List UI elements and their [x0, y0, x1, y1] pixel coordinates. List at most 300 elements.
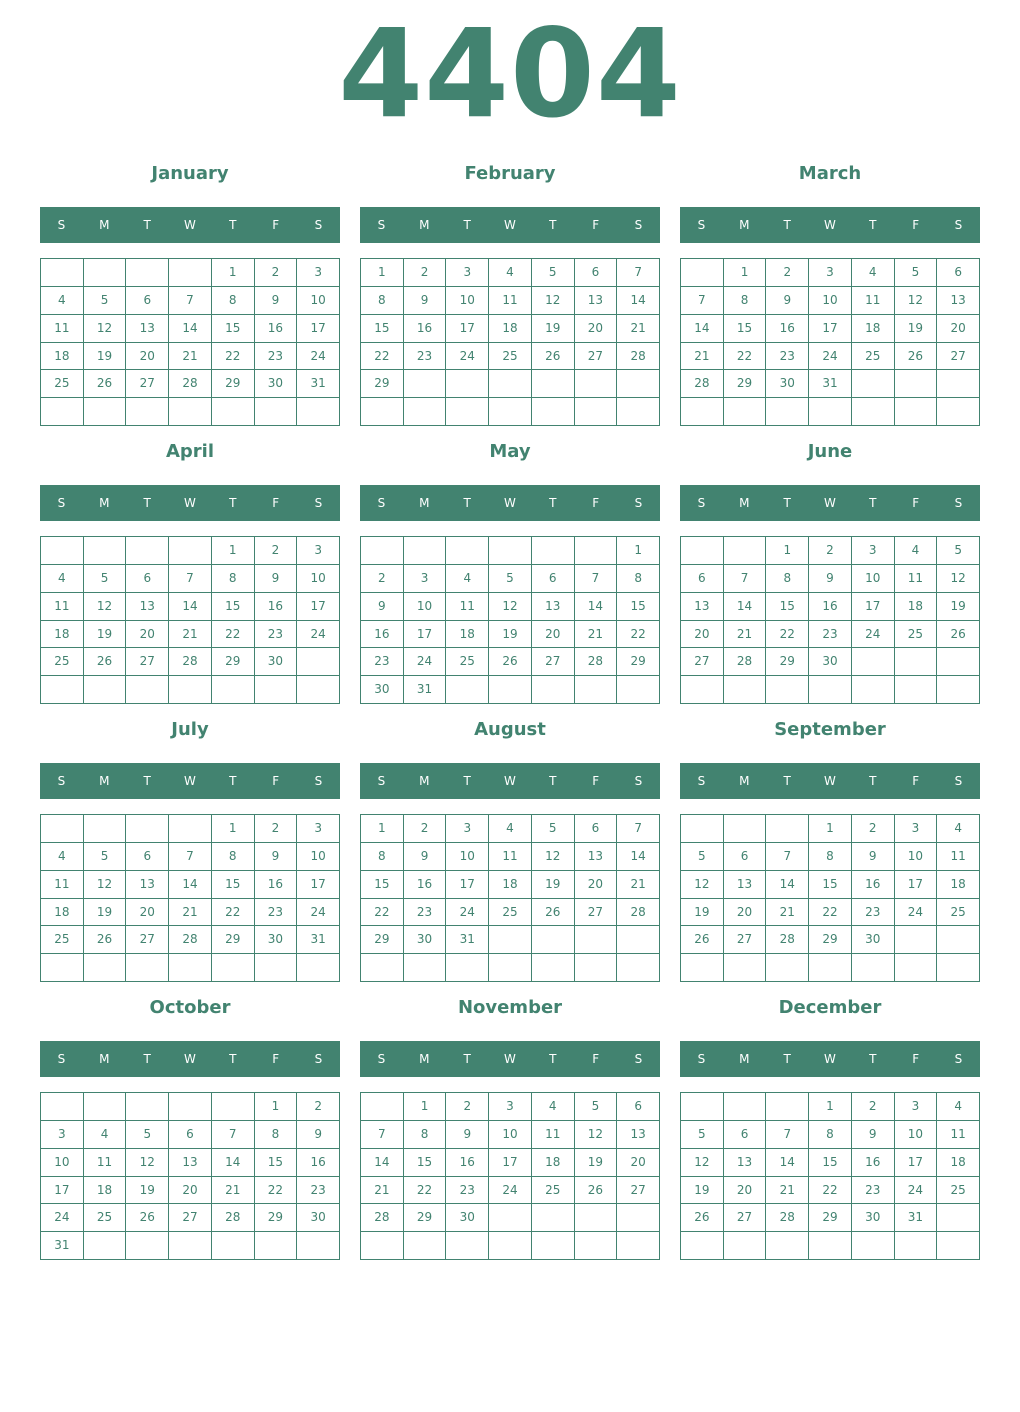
day-cell[interactable]: 3 [895, 815, 938, 843]
day-cell[interactable]: 17 [852, 593, 895, 621]
day-cell[interactable]: 12 [84, 593, 127, 621]
day-cell[interactable]: 28 [766, 1204, 809, 1232]
day-cell[interactable]: 17 [41, 1177, 84, 1205]
day-cell[interactable]: 1 [617, 537, 660, 565]
day-cell[interactable]: 18 [852, 315, 895, 343]
day-cell[interactable]: 16 [255, 593, 298, 621]
day-cell[interactable]: 29 [617, 648, 660, 676]
day-cell[interactable]: 25 [84, 1204, 127, 1232]
day-cell[interactable]: 14 [617, 843, 660, 871]
day-cell[interactable]: 19 [84, 899, 127, 927]
day-cell[interactable]: 24 [446, 899, 489, 927]
day-cell[interactable]: 3 [41, 1121, 84, 1149]
day-cell[interactable]: 31 [297, 370, 340, 398]
day-cell[interactable]: 27 [681, 648, 724, 676]
day-cell[interactable]: 20 [724, 1177, 767, 1205]
day-cell[interactable]: 10 [297, 287, 340, 315]
day-cell[interactable]: 15 [361, 315, 404, 343]
day-cell[interactable]: 16 [297, 1149, 340, 1177]
day-cell[interactable]: 13 [126, 315, 169, 343]
day-cell[interactable]: 24 [41, 1204, 84, 1232]
day-cell[interactable]: 10 [895, 1121, 938, 1149]
day-cell[interactable]: 1 [255, 1093, 298, 1121]
day-cell[interactable]: 2 [361, 565, 404, 593]
day-cell[interactable]: 10 [895, 843, 938, 871]
day-cell[interactable]: 14 [681, 315, 724, 343]
day-cell[interactable]: 16 [852, 871, 895, 899]
day-cell[interactable]: 14 [169, 871, 212, 899]
day-cell[interactable]: 29 [212, 370, 255, 398]
day-cell[interactable]: 23 [809, 621, 852, 649]
day-cell[interactable]: 4 [84, 1121, 127, 1149]
day-cell[interactable]: 21 [724, 621, 767, 649]
day-cell[interactable]: 7 [212, 1121, 255, 1149]
day-cell[interactable]: 31 [895, 1204, 938, 1232]
day-cell[interactable]: 13 [724, 871, 767, 899]
day-cell[interactable]: 10 [852, 565, 895, 593]
day-cell[interactable]: 11 [446, 593, 489, 621]
day-cell[interactable]: 25 [895, 621, 938, 649]
day-cell[interactable]: 30 [361, 676, 404, 704]
day-cell[interactable]: 5 [532, 259, 575, 287]
day-cell[interactable]: 5 [84, 287, 127, 315]
day-cell[interactable]: 25 [41, 370, 84, 398]
day-cell[interactable]: 26 [84, 648, 127, 676]
day-cell[interactable]: 22 [361, 343, 404, 371]
day-cell[interactable]: 12 [126, 1149, 169, 1177]
day-cell[interactable]: 19 [575, 1149, 618, 1177]
day-cell[interactable]: 5 [532, 815, 575, 843]
day-cell[interactable]: 8 [255, 1121, 298, 1149]
day-cell[interactable]: 6 [617, 1093, 660, 1121]
day-cell[interactable]: 30 [766, 370, 809, 398]
day-cell[interactable]: 8 [809, 843, 852, 871]
day-cell[interactable]: 13 [575, 843, 618, 871]
day-cell[interactable]: 26 [937, 621, 980, 649]
day-cell[interactable]: 4 [852, 259, 895, 287]
day-cell[interactable]: 4 [937, 815, 980, 843]
day-cell[interactable]: 14 [766, 1149, 809, 1177]
day-cell[interactable]: 7 [169, 565, 212, 593]
day-cell[interactable]: 23 [446, 1177, 489, 1205]
day-cell[interactable]: 2 [255, 259, 298, 287]
day-cell[interactable]: 1 [212, 815, 255, 843]
day-cell[interactable]: 23 [852, 1177, 895, 1205]
day-cell[interactable]: 18 [895, 593, 938, 621]
day-cell[interactable]: 23 [404, 343, 447, 371]
day-cell[interactable]: 16 [255, 315, 298, 343]
day-cell[interactable]: 30 [255, 648, 298, 676]
day-cell[interactable]: 13 [169, 1149, 212, 1177]
day-cell[interactable]: 19 [681, 1177, 724, 1205]
day-cell[interactable]: 25 [937, 1177, 980, 1205]
day-cell[interactable]: 12 [84, 871, 127, 899]
day-cell[interactable]: 5 [681, 1121, 724, 1149]
day-cell[interactable]: 2 [766, 259, 809, 287]
day-cell[interactable]: 22 [404, 1177, 447, 1205]
day-cell[interactable]: 18 [489, 871, 532, 899]
day-cell[interactable]: 25 [41, 648, 84, 676]
day-cell[interactable]: 10 [41, 1149, 84, 1177]
day-cell[interactable]: 6 [724, 1121, 767, 1149]
day-cell[interactable]: 19 [489, 621, 532, 649]
day-cell[interactable]: 15 [361, 871, 404, 899]
day-cell[interactable]: 11 [937, 843, 980, 871]
day-cell[interactable]: 23 [404, 899, 447, 927]
day-cell[interactable]: 6 [575, 815, 618, 843]
day-cell[interactable]: 12 [681, 1149, 724, 1177]
day-cell[interactable]: 21 [212, 1177, 255, 1205]
day-cell[interactable]: 20 [126, 899, 169, 927]
day-cell[interactable]: 29 [809, 926, 852, 954]
day-cell[interactable]: 15 [724, 315, 767, 343]
day-cell[interactable]: 20 [724, 899, 767, 927]
day-cell[interactable]: 15 [255, 1149, 298, 1177]
day-cell[interactable]: 29 [212, 648, 255, 676]
day-cell[interactable]: 21 [575, 621, 618, 649]
day-cell[interactable]: 29 [212, 926, 255, 954]
day-cell[interactable]: 28 [169, 926, 212, 954]
day-cell[interactable]: 16 [404, 315, 447, 343]
day-cell[interactable]: 13 [681, 593, 724, 621]
day-cell[interactable]: 15 [809, 871, 852, 899]
day-cell[interactable]: 31 [404, 676, 447, 704]
day-cell[interactable]: 28 [681, 370, 724, 398]
day-cell[interactable]: 10 [809, 287, 852, 315]
day-cell[interactable]: 20 [532, 621, 575, 649]
day-cell[interactable]: 19 [126, 1177, 169, 1205]
day-cell[interactable]: 10 [446, 843, 489, 871]
day-cell[interactable]: 3 [297, 537, 340, 565]
day-cell[interactable]: 11 [41, 593, 84, 621]
day-cell[interactable]: 16 [852, 1149, 895, 1177]
day-cell[interactable]: 7 [617, 259, 660, 287]
day-cell[interactable]: 18 [41, 899, 84, 927]
day-cell[interactable]: 15 [212, 315, 255, 343]
day-cell[interactable]: 30 [297, 1204, 340, 1232]
day-cell[interactable]: 18 [41, 621, 84, 649]
day-cell[interactable]: 4 [532, 1093, 575, 1121]
day-cell[interactable]: 10 [297, 565, 340, 593]
day-cell[interactable]: 18 [937, 871, 980, 899]
day-cell[interactable]: 21 [681, 343, 724, 371]
day-cell[interactable]: 12 [84, 315, 127, 343]
day-cell[interactable]: 19 [937, 593, 980, 621]
day-cell[interactable]: 20 [575, 315, 618, 343]
day-cell[interactable]: 29 [361, 370, 404, 398]
day-cell[interactable]: 7 [766, 843, 809, 871]
day-cell[interactable]: 4 [41, 565, 84, 593]
day-cell[interactable]: 18 [41, 343, 84, 371]
day-cell[interactable]: 4 [895, 537, 938, 565]
day-cell[interactable]: 28 [575, 648, 618, 676]
day-cell[interactable]: 5 [575, 1093, 618, 1121]
day-cell[interactable]: 13 [575, 287, 618, 315]
day-cell[interactable]: 26 [532, 343, 575, 371]
day-cell[interactable]: 12 [937, 565, 980, 593]
day-cell[interactable]: 30 [255, 926, 298, 954]
day-cell[interactable]: 29 [361, 926, 404, 954]
day-cell[interactable]: 11 [852, 287, 895, 315]
day-cell[interactable]: 21 [617, 871, 660, 899]
day-cell[interactable]: 9 [255, 843, 298, 871]
day-cell[interactable]: 10 [446, 287, 489, 315]
day-cell[interactable]: 30 [446, 1204, 489, 1232]
day-cell[interactable]: 9 [404, 287, 447, 315]
day-cell[interactable]: 3 [297, 259, 340, 287]
day-cell[interactable]: 11 [41, 315, 84, 343]
day-cell[interactable]: 5 [489, 565, 532, 593]
day-cell[interactable]: 10 [489, 1121, 532, 1149]
day-cell[interactable]: 4 [937, 1093, 980, 1121]
day-cell[interactable]: 29 [724, 370, 767, 398]
day-cell[interactable]: 1 [212, 537, 255, 565]
day-cell[interactable]: 15 [766, 593, 809, 621]
day-cell[interactable]: 17 [809, 315, 852, 343]
day-cell[interactable]: 6 [937, 259, 980, 287]
day-cell[interactable]: 27 [169, 1204, 212, 1232]
day-cell[interactable]: 28 [169, 370, 212, 398]
day-cell[interactable]: 1 [809, 1093, 852, 1121]
day-cell[interactable]: 19 [532, 315, 575, 343]
day-cell[interactable]: 9 [852, 843, 895, 871]
day-cell[interactable]: 22 [724, 343, 767, 371]
day-cell[interactable]: 27 [126, 648, 169, 676]
day-cell[interactable]: 28 [361, 1204, 404, 1232]
day-cell[interactable]: 16 [766, 315, 809, 343]
day-cell[interactable]: 25 [41, 926, 84, 954]
day-cell[interactable]: 8 [617, 565, 660, 593]
day-cell[interactable]: 16 [255, 871, 298, 899]
day-cell[interactable]: 17 [489, 1149, 532, 1177]
day-cell[interactable]: 23 [255, 343, 298, 371]
day-cell[interactable]: 12 [575, 1121, 618, 1149]
day-cell[interactable]: 23 [852, 899, 895, 927]
day-cell[interactable]: 2 [297, 1093, 340, 1121]
day-cell[interactable]: 2 [852, 1093, 895, 1121]
day-cell[interactable]: 21 [169, 343, 212, 371]
day-cell[interactable]: 3 [404, 565, 447, 593]
day-cell[interactable]: 14 [212, 1149, 255, 1177]
day-cell[interactable]: 28 [724, 648, 767, 676]
day-cell[interactable]: 24 [404, 648, 447, 676]
day-cell[interactable]: 21 [169, 621, 212, 649]
day-cell[interactable]: 19 [532, 871, 575, 899]
day-cell[interactable]: 9 [361, 593, 404, 621]
day-cell[interactable]: 21 [169, 899, 212, 927]
day-cell[interactable]: 22 [809, 1177, 852, 1205]
day-cell[interactable]: 21 [766, 1177, 809, 1205]
day-cell[interactable]: 21 [766, 899, 809, 927]
day-cell[interactable]: 27 [575, 899, 618, 927]
day-cell[interactable]: 28 [169, 648, 212, 676]
day-cell[interactable]: 3 [809, 259, 852, 287]
day-cell[interactable]: 25 [852, 343, 895, 371]
day-cell[interactable]: 26 [575, 1177, 618, 1205]
day-cell[interactable]: 22 [361, 899, 404, 927]
day-cell[interactable]: 24 [297, 343, 340, 371]
day-cell[interactable]: 25 [532, 1177, 575, 1205]
day-cell[interactable]: 26 [84, 926, 127, 954]
day-cell[interactable]: 10 [404, 593, 447, 621]
day-cell[interactable]: 19 [895, 315, 938, 343]
day-cell[interactable]: 16 [404, 871, 447, 899]
day-cell[interactable]: 2 [404, 815, 447, 843]
day-cell[interactable]: 17 [895, 871, 938, 899]
day-cell[interactable]: 1 [404, 1093, 447, 1121]
day-cell[interactable]: 3 [297, 815, 340, 843]
day-cell[interactable]: 7 [169, 843, 212, 871]
day-cell[interactable]: 20 [169, 1177, 212, 1205]
day-cell[interactable]: 29 [766, 648, 809, 676]
day-cell[interactable]: 11 [937, 1121, 980, 1149]
day-cell[interactable]: 31 [446, 926, 489, 954]
day-cell[interactable]: 12 [532, 843, 575, 871]
day-cell[interactable]: 9 [297, 1121, 340, 1149]
day-cell[interactable]: 28 [617, 343, 660, 371]
day-cell[interactable]: 22 [255, 1177, 298, 1205]
day-cell[interactable]: 6 [126, 843, 169, 871]
day-cell[interactable]: 13 [724, 1149, 767, 1177]
day-cell[interactable]: 6 [532, 565, 575, 593]
day-cell[interactable]: 18 [446, 621, 489, 649]
day-cell[interactable]: 8 [212, 287, 255, 315]
day-cell[interactable]: 1 [361, 259, 404, 287]
day-cell[interactable]: 20 [937, 315, 980, 343]
day-cell[interactable]: 4 [41, 287, 84, 315]
day-cell[interactable]: 1 [361, 815, 404, 843]
day-cell[interactable]: 27 [724, 1204, 767, 1232]
day-cell[interactable]: 17 [297, 593, 340, 621]
day-cell[interactable]: 21 [617, 315, 660, 343]
day-cell[interactable]: 22 [766, 621, 809, 649]
day-cell[interactable]: 7 [766, 1121, 809, 1149]
day-cell[interactable]: 4 [489, 815, 532, 843]
day-cell[interactable]: 19 [681, 899, 724, 927]
day-cell[interactable]: 16 [809, 593, 852, 621]
day-cell[interactable]: 8 [809, 1121, 852, 1149]
day-cell[interactable]: 22 [809, 899, 852, 927]
day-cell[interactable]: 30 [255, 370, 298, 398]
day-cell[interactable]: 31 [809, 370, 852, 398]
day-cell[interactable]: 5 [895, 259, 938, 287]
day-cell[interactable]: 4 [446, 565, 489, 593]
day-cell[interactable]: 14 [617, 287, 660, 315]
day-cell[interactable]: 13 [126, 593, 169, 621]
day-cell[interactable]: 1 [212, 259, 255, 287]
day-cell[interactable]: 2 [446, 1093, 489, 1121]
day-cell[interactable]: 26 [489, 648, 532, 676]
day-cell[interactable]: 9 [852, 1121, 895, 1149]
day-cell[interactable]: 24 [489, 1177, 532, 1205]
day-cell[interactable]: 19 [84, 343, 127, 371]
day-cell[interactable]: 11 [489, 843, 532, 871]
day-cell[interactable]: 14 [575, 593, 618, 621]
day-cell[interactable]: 25 [446, 648, 489, 676]
day-cell[interactable]: 13 [532, 593, 575, 621]
day-cell[interactable]: 8 [766, 565, 809, 593]
day-cell[interactable]: 15 [809, 1149, 852, 1177]
day-cell[interactable]: 14 [724, 593, 767, 621]
day-cell[interactable]: 17 [895, 1149, 938, 1177]
day-cell[interactable]: 26 [126, 1204, 169, 1232]
day-cell[interactable]: 5 [84, 565, 127, 593]
day-cell[interactable]: 24 [895, 899, 938, 927]
day-cell[interactable]: 23 [766, 343, 809, 371]
day-cell[interactable]: 28 [766, 926, 809, 954]
day-cell[interactable]: 7 [361, 1121, 404, 1149]
day-cell[interactable]: 7 [575, 565, 618, 593]
day-cell[interactable]: 11 [489, 287, 532, 315]
day-cell[interactable]: 18 [532, 1149, 575, 1177]
day-cell[interactable]: 6 [681, 565, 724, 593]
day-cell[interactable]: 1 [809, 815, 852, 843]
day-cell[interactable]: 23 [361, 648, 404, 676]
day-cell[interactable]: 2 [255, 815, 298, 843]
day-cell[interactable]: 9 [766, 287, 809, 315]
day-cell[interactable]: 8 [361, 843, 404, 871]
day-cell[interactable]: 11 [84, 1149, 127, 1177]
day-cell[interactable]: 2 [809, 537, 852, 565]
day-cell[interactable]: 6 [126, 565, 169, 593]
day-cell[interactable]: 24 [852, 621, 895, 649]
day-cell[interactable]: 20 [617, 1149, 660, 1177]
day-cell[interactable]: 22 [617, 621, 660, 649]
day-cell[interactable]: 24 [895, 1177, 938, 1205]
day-cell[interactable]: 20 [681, 621, 724, 649]
day-cell[interactable]: 14 [169, 315, 212, 343]
day-cell[interactable]: 6 [575, 259, 618, 287]
day-cell[interactable]: 23 [255, 621, 298, 649]
day-cell[interactable]: 2 [255, 537, 298, 565]
day-cell[interactable]: 9 [404, 843, 447, 871]
day-cell[interactable]: 2 [404, 259, 447, 287]
day-cell[interactable]: 5 [126, 1121, 169, 1149]
day-cell[interactable]: 8 [212, 565, 255, 593]
day-cell[interactable]: 7 [617, 815, 660, 843]
day-cell[interactable]: 25 [937, 899, 980, 927]
day-cell[interactable]: 19 [84, 621, 127, 649]
day-cell[interactable]: 13 [617, 1121, 660, 1149]
day-cell[interactable]: 26 [84, 370, 127, 398]
day-cell[interactable]: 11 [532, 1121, 575, 1149]
day-cell[interactable]: 16 [361, 621, 404, 649]
day-cell[interactable]: 1 [766, 537, 809, 565]
day-cell[interactable]: 27 [126, 926, 169, 954]
day-cell[interactable]: 26 [681, 926, 724, 954]
day-cell[interactable]: 5 [937, 537, 980, 565]
day-cell[interactable]: 14 [766, 871, 809, 899]
day-cell[interactable]: 27 [724, 926, 767, 954]
day-cell[interactable]: 28 [212, 1204, 255, 1232]
day-cell[interactable]: 18 [489, 315, 532, 343]
day-cell[interactable]: 1 [724, 259, 767, 287]
day-cell[interactable]: 15 [404, 1149, 447, 1177]
day-cell[interactable]: 29 [809, 1204, 852, 1232]
day-cell[interactable]: 22 [212, 899, 255, 927]
day-cell[interactable]: 24 [446, 343, 489, 371]
day-cell[interactable]: 15 [617, 593, 660, 621]
day-cell[interactable]: 15 [212, 871, 255, 899]
day-cell[interactable]: 6 [126, 287, 169, 315]
day-cell[interactable]: 21 [361, 1177, 404, 1205]
day-cell[interactable]: 3 [895, 1093, 938, 1121]
day-cell[interactable]: 4 [41, 843, 84, 871]
day-cell[interactable]: 7 [169, 287, 212, 315]
day-cell[interactable]: 10 [297, 843, 340, 871]
day-cell[interactable]: 3 [446, 815, 489, 843]
day-cell[interactable]: 14 [361, 1149, 404, 1177]
